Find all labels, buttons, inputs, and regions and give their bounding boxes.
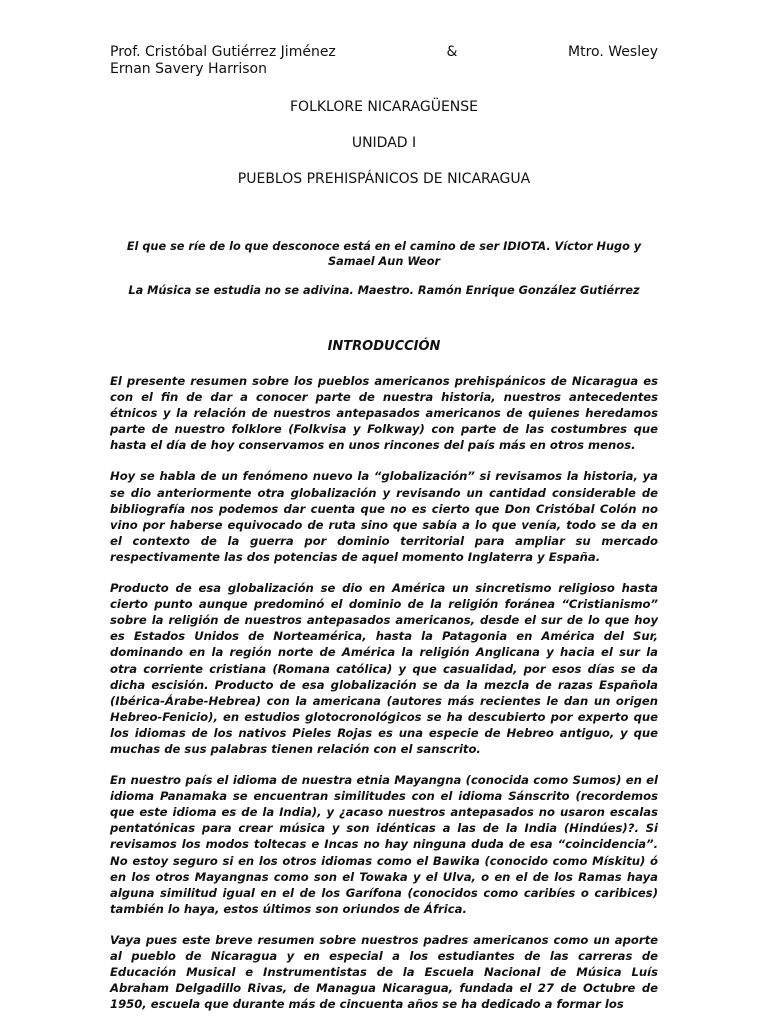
body-paragraph: Vaya pues este breve resumen sobre nuestros padres americanos como un aporte al pueblo de Nicaragua y en especial a los estudiantes de las carreras de Educación Musical e Instrumentistas de la Escuela Nacional de Música Luís Abraham Delgadillo Rivas, de Managua Nicaragua, fundada el 27 de Octubre de 1950, escuela que durante más de cincuenta años se ha dedicado a formar los	[110, 932, 658, 1012]
document-subtitle: PUEBLOS PREHISPÁNICOS DE NICARAGUA	[237, 171, 531, 187]
document-title: FOLKLORE NICARAGÜENSE	[290, 99, 478, 115]
author-secondary-rest: Ernan Savery Harrison	[110, 61, 267, 77]
author-secondary-prefix: Mtro. Wesley	[568, 44, 658, 60]
epigraph-quote: La Música se estudia no se adivina. Maestro. Ramón Enrique González Gutiérrez	[128, 284, 640, 297]
body-paragraph: Producto de esa globalización se dio en América un sincretismo religioso hasta cierto punto aunque predominó el dominio de la religión foránea “Cristianismo” sobre la religión de nuestros antepasados americanos, desde el sur de lo que hoy es Estados Unidos de Norteamérica, hasta la Patagonia en América del Sur, dominando en la región norte de América la religión Anglicana y hacia el sur la otra corriente cristiana (Romana católica) y que casualidad, por esos días se da dicha escisión. Producto de esa globalización se da la mezcla de razas Española (Ibérica-Árabe-Hebrea) con la americana (autores más recientes le dan un origen Hebreo-Fenicio), en estudios glotocronológicos se ha descubierto por experto que los idiomas de los nativos Pieles Rojas es una especie de Hebreo antiguo, y que muchas de sus palabras tienen relación con el sanscrito.	[110, 581, 658, 756]
author-primary: Prof. Cristóbal Gutiérrez Jiménez	[110, 44, 336, 60]
author-line	[110, 44, 658, 78]
body-paragraph: En nuestro país el idioma de nuestra etnia Mayangna (conocida como Sumos) en el idioma Panamaka se encuentran similitudes con el idioma Sánscrito (recordemos que este idioma es de la India), y ¿acaso nuestros antepasados no usaron escalas pentatónicas para crear música y son idénticas a las de la India (Hindúes)?. Si revisamos los modos toltecas e Incas no hay ninguna duda de esa “coincidencia”. No estoy seguro si en los otros idiomas como el Bawika (conocido como Mískitu) ó en los otros Mayangnas como son el Towaka y el Ulva, o en el de los Ramas haya alguna similitud igual en el de los Garífona (conocidos como caribíes o caribices) también lo haya, estos últimos son oriundos de África.	[110, 773, 658, 916]
unit-title: UNIDAD I	[351, 135, 417, 151]
body-paragraph: Hoy se habla de un fenómeno nuevo la “globalización” si revisamos la historia, ya se dio anteriormente otra globalización y revisando un cantidad considerable de bibliografía nos podemos dar cuenta que no es cierto que Don Cristóbal Colón no vino por haberse equivocado de ruta sino que sabía a lo que venía, todo se da en el contexto de la guerra por dominio territorial para ampliar su mercado respectivamente las dos potencias de aquel momento Inglaterra y España.	[110, 469, 658, 564]
author-row	[110, 44, 658, 61]
section-heading: INTRODUCCIÓN	[327, 339, 441, 354]
author-ampersand: &	[446, 44, 458, 60]
body-paragraph: El presente resumen sobre los pueblos americanos prehispánicos de Nicaragua es con el fin de dar a conocer parte de nuestra historia, nuestros antecedentes étnicos y la relación de nuestros antepasados americanos de quienes heredamos parte de nuestro folklore (Folkvisa y Folkway) con parte de las costumbres que hasta el día de hoy conservamos en unos rincones del país más en otros menos.	[110, 374, 658, 453]
epigraph-quote: El que se ríe de lo que desconoce está en el camino de ser IDIOTA. Víctor Hugo y Samael Aun Weor	[126, 240, 642, 268]
document-page	[110, 44, 658, 1012]
